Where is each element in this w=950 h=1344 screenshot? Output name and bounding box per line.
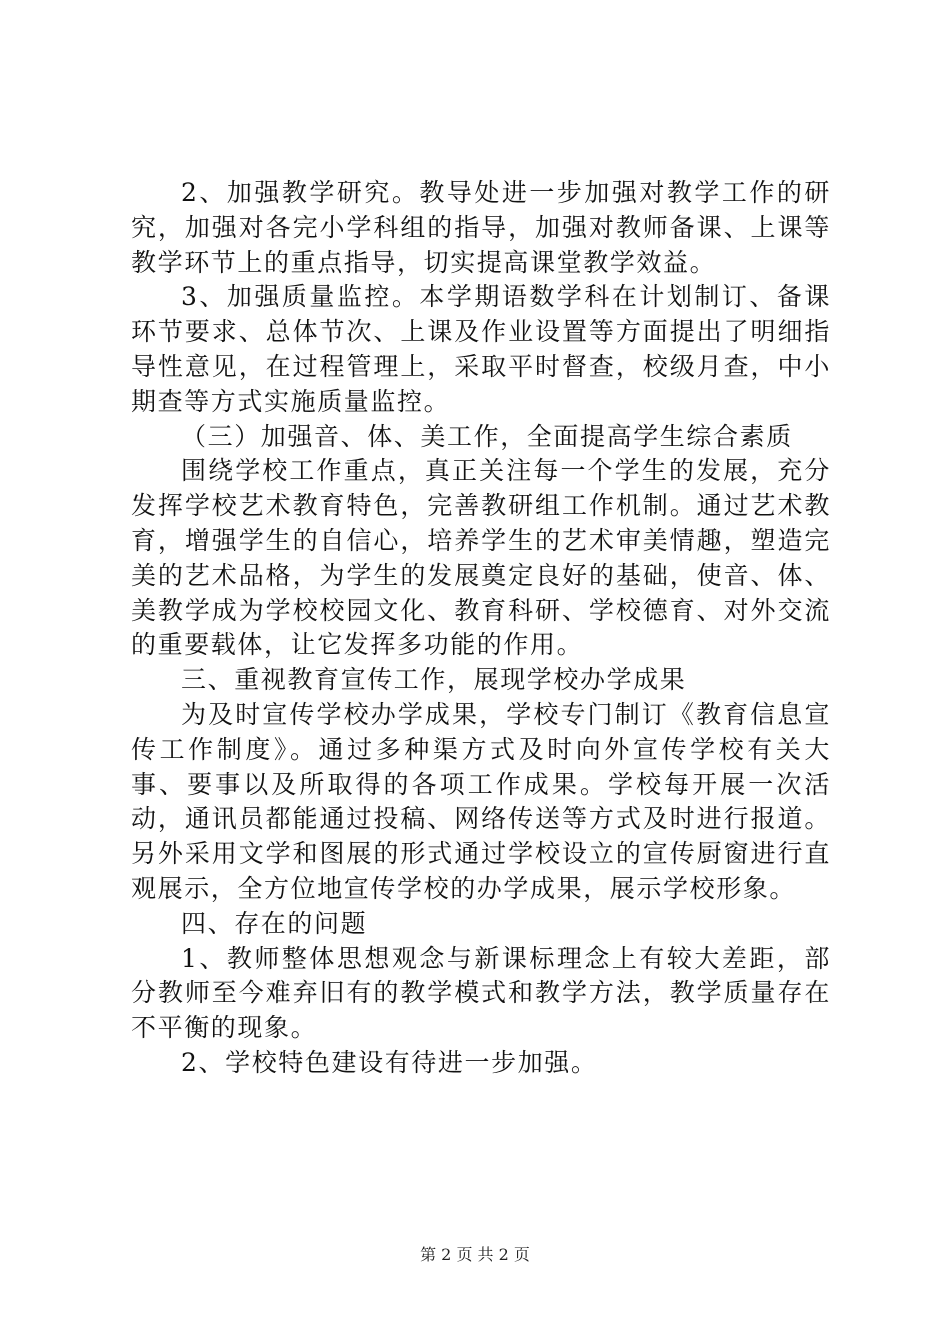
page-footer: 第 2 页 共 2 页	[420, 1245, 530, 1264]
paragraph-quality-monitoring: 3、加强质量监控。本学期语数学科在计划制订、备课环节要求、总体节次、上课及作业设置等方面提出了明细指导性意见，在过程管理上，采取平时督查，校级月查，中小期查等方式实施质量监控。	[131, 282, 831, 416]
paragraph-arts-education: 围绕学校工作重点，真正关注每一个学生的发展，充分发挥学校艺术教育特色，完善教研组工作机制。通过艺术教育，增强学生的自信心，培养学生的艺术审美情趣，塑造完美的艺术品格，为学生的发展奠定良好的基础，使音、体、美教学成为学校校园文化、教育科研、学校德育、对外交流的重要载体，让它发挥多功能的作用。	[131, 456, 831, 660]
document-body	[131, 176, 831, 1081]
heading-publicity: 三、重视教育宣传工作，展现学校办学成果	[181, 665, 687, 695]
paragraph-problem-1: 1、教师整体思想观念与新课标理念上有较大差距，部分教师至今难弃旧有的教学模式和教学方法，教学质量存在不平衡的现象。	[131, 943, 831, 1043]
paragraph-teaching-research: 2、加强教学研究。教导处进一步加强对教学工作的研究，加强对各完小学科组的指导，加强对教师备课、上课等教学环节上的重点指导，切实提高课堂教学效益。	[131, 178, 831, 277]
heading-arts-sports: （三）加强音、体、美工作，全面提高学生综合素质	[181, 421, 793, 451]
paragraph-publicity: 为及时宣传学校办学成果，学校专门制订《教育信息宣传工作制度》。通过多种渠方式及时向外宣传学校有关大事、要事以及所取得的各项工作成果。学校每开展一次活动，通讯员都能通过投稿、网络传送等方式及时进行报道。另外采用文学和图展的形式通过学校设立的宣传厨窗进行直观展示，全方位地宣传学校的办学成果，展示学校形象。	[131, 699, 831, 903]
heading-problems: 四、存在的问题	[181, 908, 368, 938]
paragraph-problem-2: 2、学校特色建设有待进一步加强。	[181, 1047, 598, 1077]
